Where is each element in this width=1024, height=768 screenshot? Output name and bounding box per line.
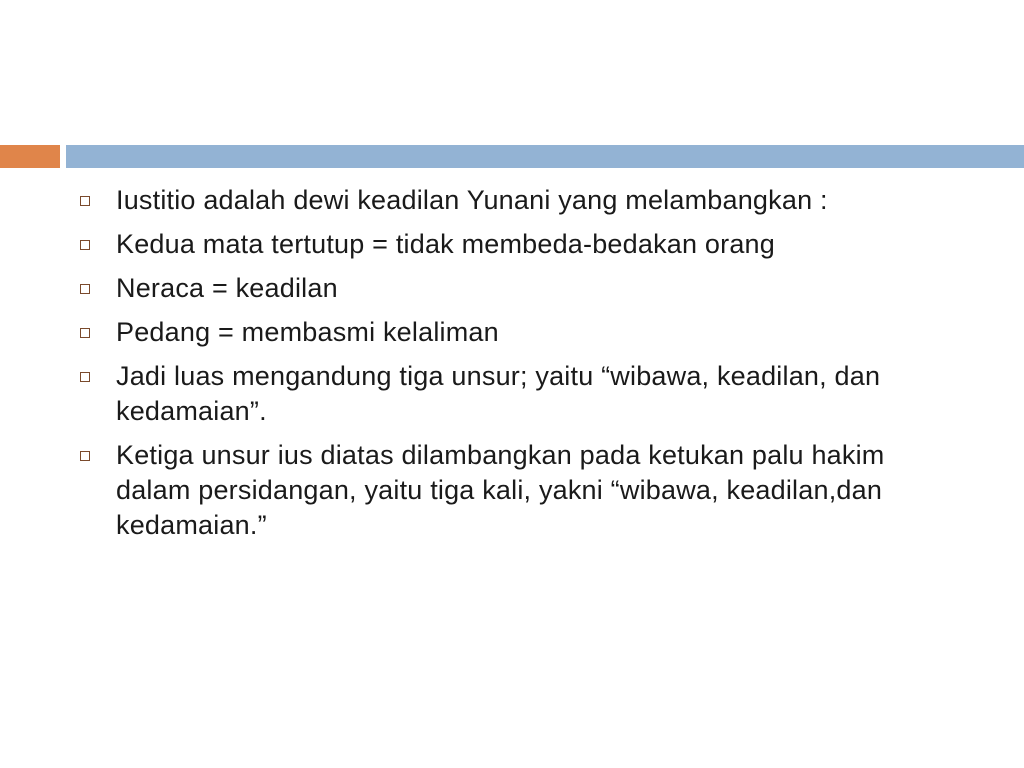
accent-bar-blue: [66, 145, 1024, 168]
bullet-square-icon: [80, 315, 116, 338]
bullet-square-icon: [80, 438, 116, 461]
bullet-text: Jadi luas mengandung tiga unsur; yaitu “wibawa, keadilan, dan kedamaian”.: [116, 361, 881, 426]
bullet-square-icon: [80, 359, 116, 382]
bullet-item: [80, 359, 960, 429]
bullet-list: [80, 183, 960, 543]
bullet-text: Kedua mata tertutup = tidak membeda-bedakan orang: [116, 229, 775, 259]
slide-content: [80, 183, 960, 552]
bullet-item: [80, 315, 960, 350]
bullet-square-icon: [80, 271, 116, 294]
bullet-item: [80, 183, 960, 218]
bullet-text: Iustitio adalah dewi keadilan Yunani yang melambangkan :: [116, 185, 828, 215]
bullet-square-icon: [80, 183, 116, 206]
bullet-text: Ketiga unsur ius diatas dilambangkan pada ketukan palu hakim dalam persidangan, yaitu tiga kali, yakni “wibawa, keadilan,dan kedamaian.”: [116, 440, 885, 540]
bullet-text: Neraca = keadilan: [116, 273, 338, 303]
bullet-item: [80, 227, 960, 262]
bullet-item: [80, 271, 960, 306]
bullet-item: [80, 438, 960, 543]
bullet-square-icon: [80, 227, 116, 250]
accent-bar-orange: [0, 145, 60, 168]
bullet-text: Pedang = membasmi kelaliman: [116, 317, 499, 347]
